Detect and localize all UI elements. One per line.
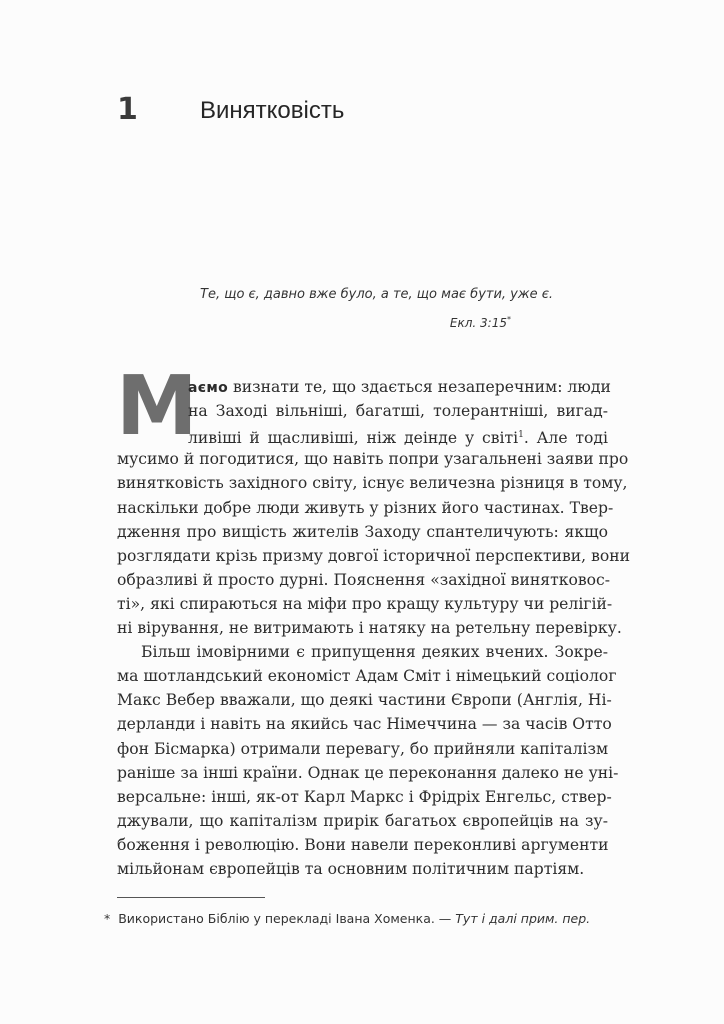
body-line — [117, 737, 608, 761]
line-text: ма шотландський економіст Адам Сміт і німецький соціолог — [117, 667, 617, 686]
epigraph-quote: Те, що є, давно вже було, а те, що має бути, уже є. — [200, 287, 553, 302]
line-text: наскільки добре люди живуть у різних його частинах. Твер- — [117, 498, 614, 517]
line-text: джували, що капіталізм прирік багатьох європейців на зу- — [117, 811, 608, 830]
body-line — [117, 616, 622, 640]
footnote-text: Використано Біблію у перекладі Івана Хоменка. — — [118, 911, 452, 926]
body-line — [117, 664, 617, 688]
line-text-tail: . Але тоді — [523, 429, 608, 448]
line-text: ні вірування, не витримають і натяку на ретельну перевірку. — [117, 619, 622, 637]
body-line — [117, 592, 613, 616]
footnote-ref: 1 — [518, 430, 524, 441]
footnote — [104, 911, 590, 926]
chapter-number: 1 — [117, 92, 138, 127]
body-line — [117, 809, 608, 833]
body-line — [117, 785, 612, 809]
body-line — [117, 544, 631, 568]
footnote-divider — [117, 897, 265, 898]
line-text: визнати те, що здається незаперечним: люди — [228, 378, 611, 396]
body-line — [117, 471, 628, 495]
body-line — [117, 688, 612, 712]
epigraph-source — [450, 315, 511, 330]
line-text: ливіші й щасливіші, ніж деінде у світі — [188, 429, 519, 448]
line-text: фон Бісмарка) отримали перевагу, бо прийняли капіталізм — [117, 739, 609, 758]
lead-word: аємо — [188, 380, 229, 396]
line-text: Макс Вебер вважали, що деякі частини Європи (Англія, Ні- — [117, 691, 612, 710]
body-line — [188, 375, 611, 399]
body-line — [117, 520, 608, 544]
line-text: дерланди і навіть на якийсь час Німеччина — за часів Отто — [117, 715, 612, 734]
footnote-mark: * — [104, 911, 111, 926]
body-line — [117, 761, 619, 785]
body-line — [117, 447, 629, 471]
body-line — [188, 399, 608, 423]
body-line — [117, 857, 608, 881]
epigraph-source-mark: * — [507, 315, 511, 324]
body-line — [117, 833, 608, 857]
line-text: мільйонам європейців та основним політичним партіям. — [117, 860, 585, 878]
line-text: образливі й просто дурні. Пояснення «західної винятковос- — [117, 570, 611, 589]
body-line — [117, 496, 614, 520]
footnote-note: Тут і далі прим. пер. — [455, 911, 591, 926]
chapter-title: Винятковість — [200, 97, 345, 124]
epigraph-source-text: Екл. 3:15 — [449, 316, 507, 330]
body-line — [117, 712, 612, 736]
line-text: раніше за інші країни. Однак це переконання далеко не уні- — [117, 763, 619, 782]
body-line — [188, 423, 608, 447]
drop-cap: М — [116, 359, 198, 454]
body-line — [141, 640, 608, 664]
line-text: мусимо й погодитися, що навіть попри узагальнені заяви про — [117, 450, 629, 469]
line-text: боження і революцію. Вони навели переконливі аргументи — [117, 835, 609, 854]
line-text: розглядати крізь призму довгої історичної перспективи, вони — [117, 546, 631, 565]
line-text: версальне: інші, як-от Карл Маркс і Фрідріх Енгельс, ствер- — [117, 787, 612, 806]
line-text: ті», які спираються на міфи про кращу культуру чи релігій- — [117, 594, 613, 613]
line-text: дження про вищість жителів Заходу спантеличують: якщо — [117, 522, 608, 541]
line-text: винятковість західного світу, існує величезна різниця в тому, — [117, 474, 628, 493]
line-text: Більш імовірними є припущення деяких вчених. Зокре- — [141, 643, 608, 662]
line-text: на Заході вільніші, багатші, толерантніші, вигад- — [188, 402, 608, 421]
body-line — [117, 568, 611, 592]
